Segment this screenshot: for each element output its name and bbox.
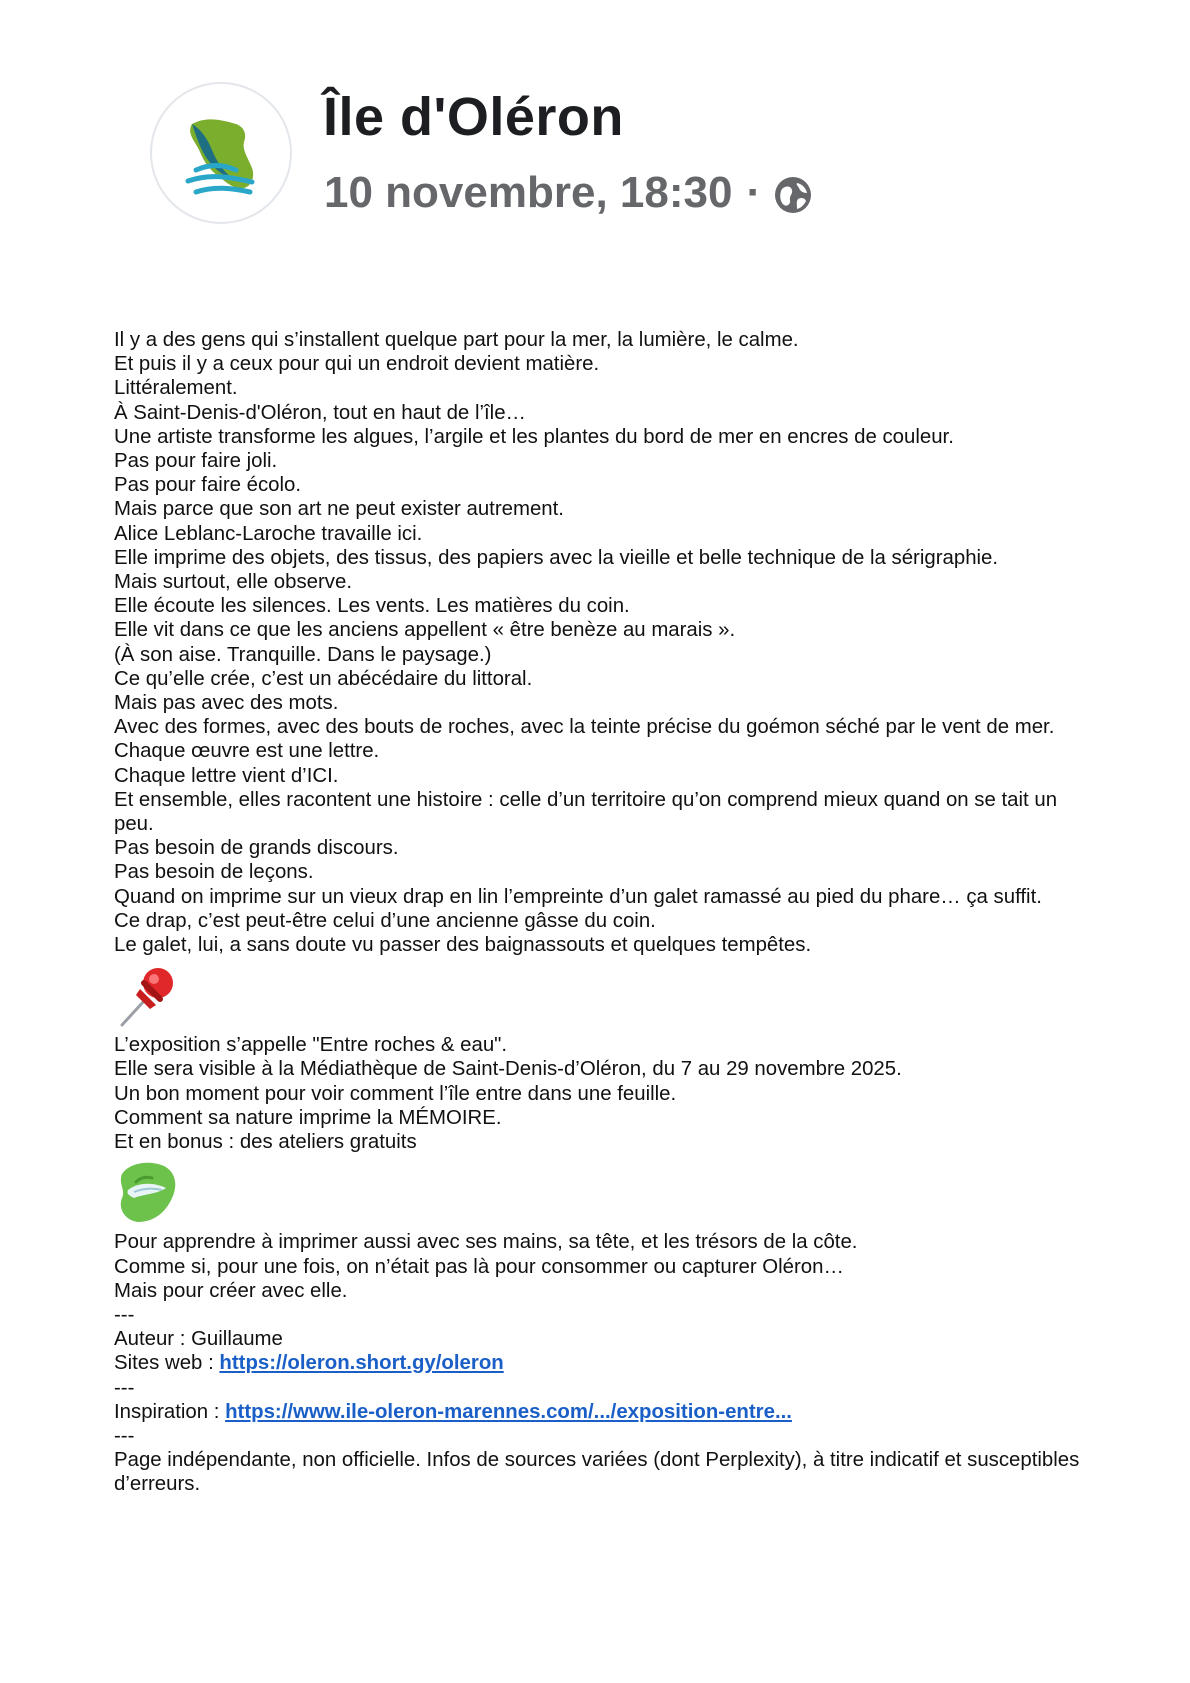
post-timestamp[interactable]: 10 novembre, 18:30: [324, 168, 733, 217]
post-text-line: Littéralement.: [114, 377, 238, 400]
post-text-line: Et puis il y a ceux pour qui un endroit devient matière.: [114, 353, 600, 376]
disclaimer-text: Page indépendante, non officielle. Infos de sources variées (dont Perplexity), à titre indicatif et susceptibles d’erreurs.: [114, 1449, 1080, 1496]
meta-separator: ·: [746, 168, 762, 217]
post-text-section-1: [114, 328, 1094, 957]
sites-web-link[interactable]: https://oleron.short.gy/oleron: [219, 1352, 504, 1375]
post-text-line: L’exposition s’appelle "Entre roches & eau".: [114, 1034, 508, 1057]
post-text-line: Quand on imprime sur un vieux drap en lin l’empreinte d’un galet ramassé au pied du phare… ça suffit.: [114, 885, 1042, 908]
post-text-line: À Saint-Denis-d'Oléron, tout en haut de l’île…: [114, 401, 526, 424]
post-text-line: Mais pour créer avec elle.: [114, 1279, 348, 1302]
post-text-line: (À son aise. Tranquille. Dans le paysage.): [114, 643, 492, 666]
post-text-line: Une artiste transforme les algues, l’argile et les plantes du bord de mer en encres de couleur.: [114, 425, 954, 448]
inspiration-link[interactable]: https://www.ile-oleron-marennes.com/.../exposition-entre...: [225, 1400, 792, 1423]
post-text-section-2: [114, 1033, 1094, 1154]
post-text-line: Chaque lettre vient d’ICI.: [114, 764, 339, 787]
sites-label: Sites web :: [114, 1352, 220, 1375]
post-text-line: Alice Leblanc-Laroche travaille ici.: [114, 522, 423, 545]
post-text-line: Mais pas avec des mots.: [114, 692, 339, 715]
pushpin-icon: [114, 961, 182, 1031]
post-text-line: Elle écoute les silences. Les vents. Les matières du coin.: [114, 595, 630, 618]
post-text-line: Un bon moment pour voir comment l’île entre dans une feuille.: [114, 1082, 677, 1105]
inspiration-line: [114, 1400, 1094, 1424]
island-emoji-icon: [114, 1158, 182, 1228]
island-logo-icon: [152, 84, 290, 222]
globe-icon[interactable]: [773, 175, 813, 215]
post-text-line: Mais parce que son art ne peut exister autrement.: [114, 498, 564, 521]
post-text-line: Pas besoin de leçons.: [114, 861, 314, 884]
post-text-line: Et en bonus : des ateliers gratuits: [114, 1131, 417, 1154]
post-text-line: Mais surtout, elle observe.: [114, 571, 352, 594]
post-text-line: Il y a des gens qui s’installent quelque part pour la mer, la lumière, le calme.: [114, 329, 799, 351]
post-text-line: Chaque œuvre est une lettre.: [114, 740, 380, 763]
post-body: [114, 328, 1094, 1497]
post-text-line: Elle vit dans ce que les anciens appellent « être benèze au marais ».: [114, 619, 736, 642]
island-emoji: [114, 1158, 182, 1228]
separator-line: ---: [114, 1376, 135, 1399]
post-text-line: Comme si, pour une fois, on n’était pas là pour consommer ou capturer Oléron…: [114, 1255, 844, 1278]
post-text-line: ---: [114, 1303, 135, 1326]
post-text-line: Avec des formes, avec des bouts de roches, avec la teinte précise du goémon séché par le vent de mer.: [114, 716, 1055, 739]
post-text-line: Auteur : Guillaume: [114, 1328, 283, 1351]
sites-line: [114, 1351, 1094, 1375]
post-text-line: Elle imprime des objets, des tissus, des papiers avec la vieille et belle technique de la sérigraphie.: [114, 546, 999, 569]
post-text-line: Comment sa nature imprime la MÉMOIRE.: [114, 1106, 502, 1129]
post-text-line: Pas besoin de grands discours.: [114, 837, 399, 860]
post-meta: [324, 168, 813, 218]
post-text-line: Pas pour faire écolo.: [114, 474, 302, 497]
post-text-line: Pour apprendre à imprimer aussi avec ses mains, sa tête, et les trésors de la côte.: [114, 1231, 858, 1254]
post-text-line: Elle sera visible à la Médiathèque de Saint-Denis-d’Oléron, du 7 au 29 novembre 2025.: [114, 1058, 902, 1081]
post-text-line: Le galet, lui, a sans doute vu passer des baignassouts et quelques tempêtes.: [114, 934, 812, 957]
inspiration-label: Inspiration :: [114, 1400, 226, 1423]
post-text-line: Pas pour faire joli.: [114, 450, 278, 473]
post-text-line: Ce qu’elle crée, c’est un abécédaire du littoral.: [114, 667, 533, 690]
avatar[interactable]: [150, 82, 292, 224]
post-text-line: Et ensemble, elles racontent une histoire : celle d’un territoire qu’on comprend mieux quand on se tait un peu.: [114, 788, 1058, 836]
post-text-line: Ce drap, c’est peut-être celui d’une ancienne gâsse du coin.: [114, 909, 656, 932]
pushpin-emoji: [114, 961, 182, 1031]
post-text-section-3: [114, 1230, 1094, 1351]
separator-line: ---: [114, 1424, 135, 1447]
page-title[interactable]: Île d'Oléron: [323, 87, 624, 147]
